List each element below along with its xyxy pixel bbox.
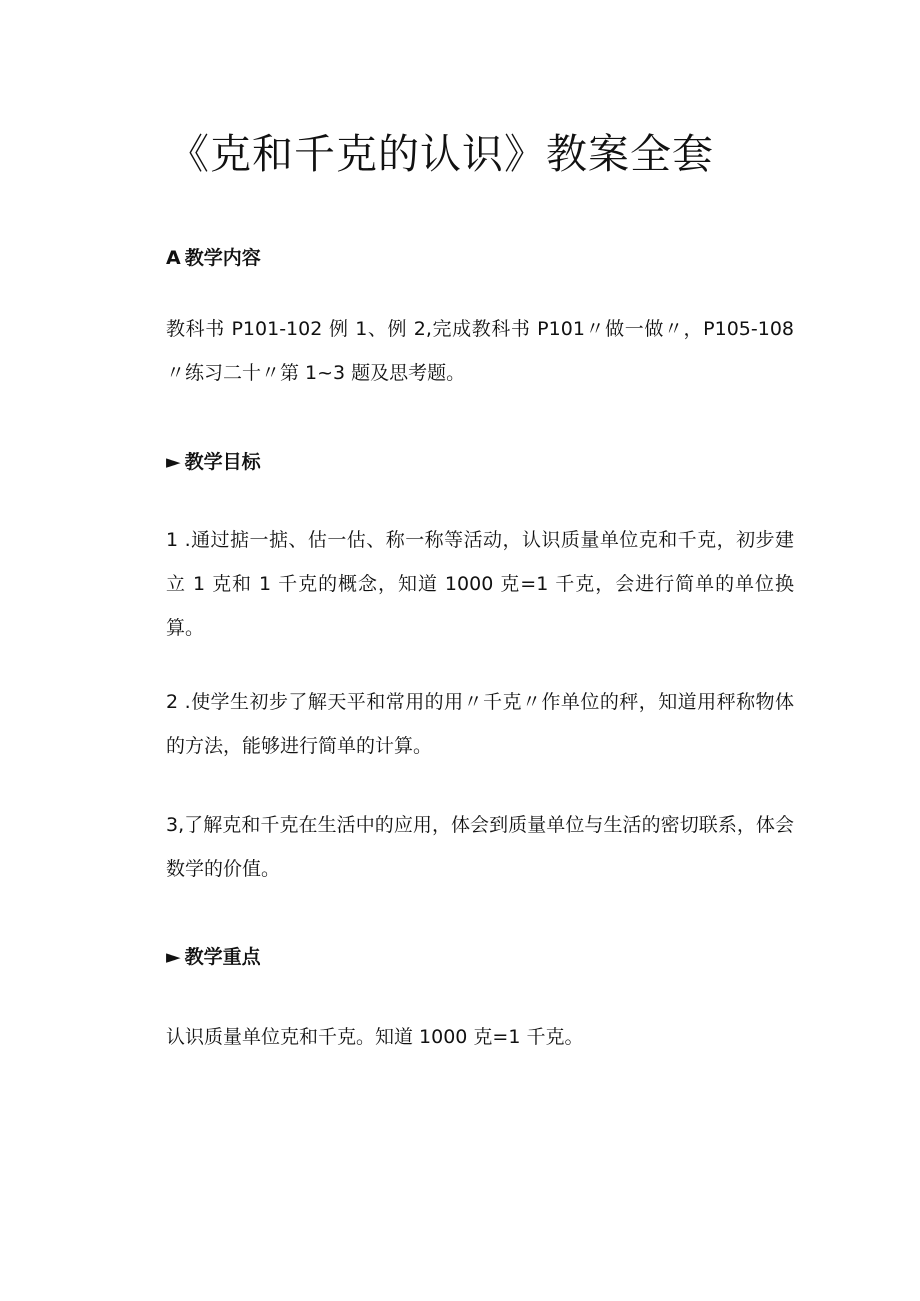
section-heading-teaching-content: [166, 245, 261, 271]
bullet-triangle-icon: ►: [166, 946, 181, 968]
section-heading-text: 教学内容: [184, 247, 261, 269]
section-heading-text: 教学目标: [184, 451, 261, 473]
section-marker: A: [166, 247, 181, 269]
paragraph-goal-3: 3,了解克和千克在生活中的应用，体会到质量单位与生活的密切联系，体会数学的价值。: [166, 814, 794, 880]
section-heading-teaching-goals: [166, 449, 261, 475]
paragraph-goal-2: 2 .使学生初步了解天平和常用的用〃千克〃作单位的秤，知道用秤称物体的方法，能够进行简单的计算。: [166, 691, 794, 757]
section-heading-text: 教学重点: [184, 946, 261, 968]
section-heading-teaching-focus: [166, 944, 261, 970]
bullet-triangle-icon: ►: [166, 451, 181, 473]
paragraph-goal-1: 1 .通过掂一掂、估一估、称一称等活动，认识质量单位克和千克，初步建立 1 克和 1 千克的概念，知道 1000 克=1 千克，会进行简单的单位换算。: [166, 529, 794, 639]
paragraph-focus: 认识质量单位克和千克。知道 1000 克=1 千克。: [166, 1026, 584, 1048]
paragraph-teaching-content: 教科书 P101-102 例 1、例 2,完成教科书 P101〃做一做〃，P105-108〃练习二十〃第 1~3 题及思考题。: [166, 318, 794, 384]
document-title: 《克和千克的认识》教案全套: [168, 130, 714, 178]
